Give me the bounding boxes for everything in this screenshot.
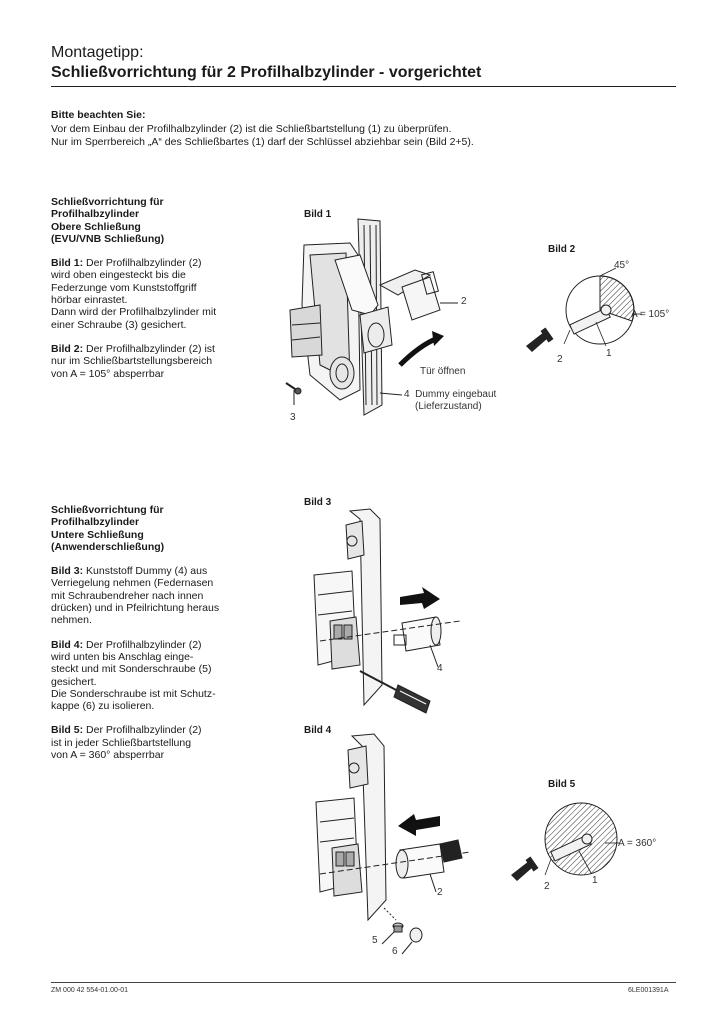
paragraph-bild2 [51, 343, 261, 380]
paragraph-label: Bild 4: [51, 638, 84, 651]
bild2-callout-2: 2 [557, 354, 563, 365]
heading-line: Untere Schließung [51, 528, 144, 541]
bild1-door-open: Tür öffnen [420, 366, 466, 377]
text-line: kappe (6) zu isolieren. [51, 700, 155, 713]
heading-line: (EVU/VNB Schließung) [51, 232, 165, 245]
bild2-a-value: A = 105° [631, 309, 670, 320]
callout-number: 4 [404, 389, 410, 400]
paragraph-label: Bild 1: [51, 257, 84, 270]
text-line: nehmen. [51, 614, 92, 627]
bild1-callout-4 [404, 389, 496, 413]
bild3-callout-4: 4 [437, 663, 443, 674]
text-line: nur im Schließbartstellungsbereich [51, 355, 213, 368]
text-line: Der Profilhalbzylinder (2) ist [86, 342, 215, 355]
bild5-a-value: A = 360° [618, 838, 657, 849]
text-line: gesichert. [51, 675, 97, 688]
bild4-callout-2: 2 [437, 887, 443, 898]
bild1-label: Bild 1 [304, 209, 332, 220]
bild3-illustration [290, 505, 470, 720]
paragraph-label: Bild 3: [51, 565, 84, 578]
footer-code: 6LE001391A [628, 987, 669, 994]
page-title-prefix: Montagetipp: [51, 44, 144, 61]
paragraph-bild5 [51, 724, 261, 761]
section-top-heading [51, 196, 261, 245]
text-line: Kunststoff Dummy (4) aus [86, 565, 208, 578]
paragraph-label: Bild 5: [51, 724, 84, 737]
paragraph-bild3 [51, 565, 261, 626]
text-line: steckt und mit Sonderschraube (5) [51, 663, 212, 676]
text-line: einer Schraube (3) gesichert. [51, 318, 187, 331]
text-line: Der Profilhalbzylinder (2) [86, 638, 202, 651]
heading-line: Schließvorrichtung für [51, 504, 164, 516]
bild5-callout-1: 1 [592, 875, 598, 886]
text-line: wird oben eingesteckt bis die [51, 269, 186, 282]
text-line: Verriegelung nehmen (Federnasen [51, 577, 214, 590]
footer-doc-number: ZM 000 42 554-01.00-01 [51, 987, 129, 994]
text-line: hörbar einrastet. [51, 294, 128, 307]
text-line: Der Profilhalbzylinder (2) [86, 257, 202, 270]
text-line: ist in jeder Schließbartstellung [51, 736, 192, 749]
heading-line: Profilhalbzylinder [51, 516, 140, 529]
paragraph-label: Bild 2: [51, 342, 84, 355]
heading-line: Schließvorrichtung für [51, 196, 164, 208]
bild2-angle: 45° [614, 260, 630, 271]
text-line: drücken) und in Pfeilrichtung heraus [51, 602, 220, 615]
section-bottom-text [51, 504, 261, 773]
text-line: Dann wird der Profilhalbzylinder mit [51, 306, 217, 319]
bild4-label: Bild 4 [304, 725, 332, 736]
callout-text: Dummy eingebaut [415, 389, 497, 400]
bild3-label: Bild 3 [304, 497, 332, 508]
bild2-label: Bild 2 [548, 244, 576, 255]
bild4-callout-5: 5 [372, 935, 378, 946]
bild2-callout-1: 1 [606, 348, 612, 359]
notice-line-2: Nur im Sperrbereich „A“ des Schließbartes (1) darf der Schlüssel abziehbar sein (Bild 2+5). [51, 136, 474, 148]
bild1-callout-3: 3 [290, 412, 296, 423]
page-title: Schließvorrichtung für 2 Profilhalbzylinder - vorgerichtet [51, 64, 482, 81]
text-line: Federzunge vom Kunststoffgriff [51, 281, 197, 294]
paragraph-bild1 [51, 257, 261, 331]
heading-line: (Anwenderschließung) [51, 540, 165, 553]
text-line: wird unten bis Anschlag einge- [51, 650, 194, 663]
notice-block [51, 109, 671, 150]
paragraph-bild4 [51, 639, 261, 713]
bild4-callout-6: 6 [392, 946, 398, 957]
text-line: Der Profilhalbzylinder (2) [86, 724, 202, 737]
text-line: mit Schraubendreher nach innen [51, 589, 204, 602]
section-top-text [51, 196, 261, 392]
bild1-callout-2: 2 [461, 296, 467, 307]
section-bottom-heading [51, 504, 261, 553]
bild4-illustration [290, 732, 480, 962]
header-divider [51, 86, 676, 87]
text-line: Die Sonderschraube ist mit Schutz- [51, 687, 216, 700]
notice-heading: Bitte beachten Sie: [51, 109, 146, 121]
bild5-label: Bild 5 [548, 779, 576, 790]
callout-text: (Lieferzustand) [415, 401, 482, 412]
heading-line: Obere Schließung [51, 220, 141, 233]
notice-line-1: Vor dem Einbau der Profilhalbzylinder (2) ist die Schließbartstellung (1) zu überprüfen. [51, 122, 452, 135]
footer-divider [51, 982, 676, 983]
text-line: von A = 360° absperrbar [51, 749, 165, 762]
text-line: von A = 105° absperrbar [51, 367, 165, 380]
heading-line: Profilhalbzylinder [51, 208, 140, 221]
bild5-callout-2: 2 [544, 881, 550, 892]
